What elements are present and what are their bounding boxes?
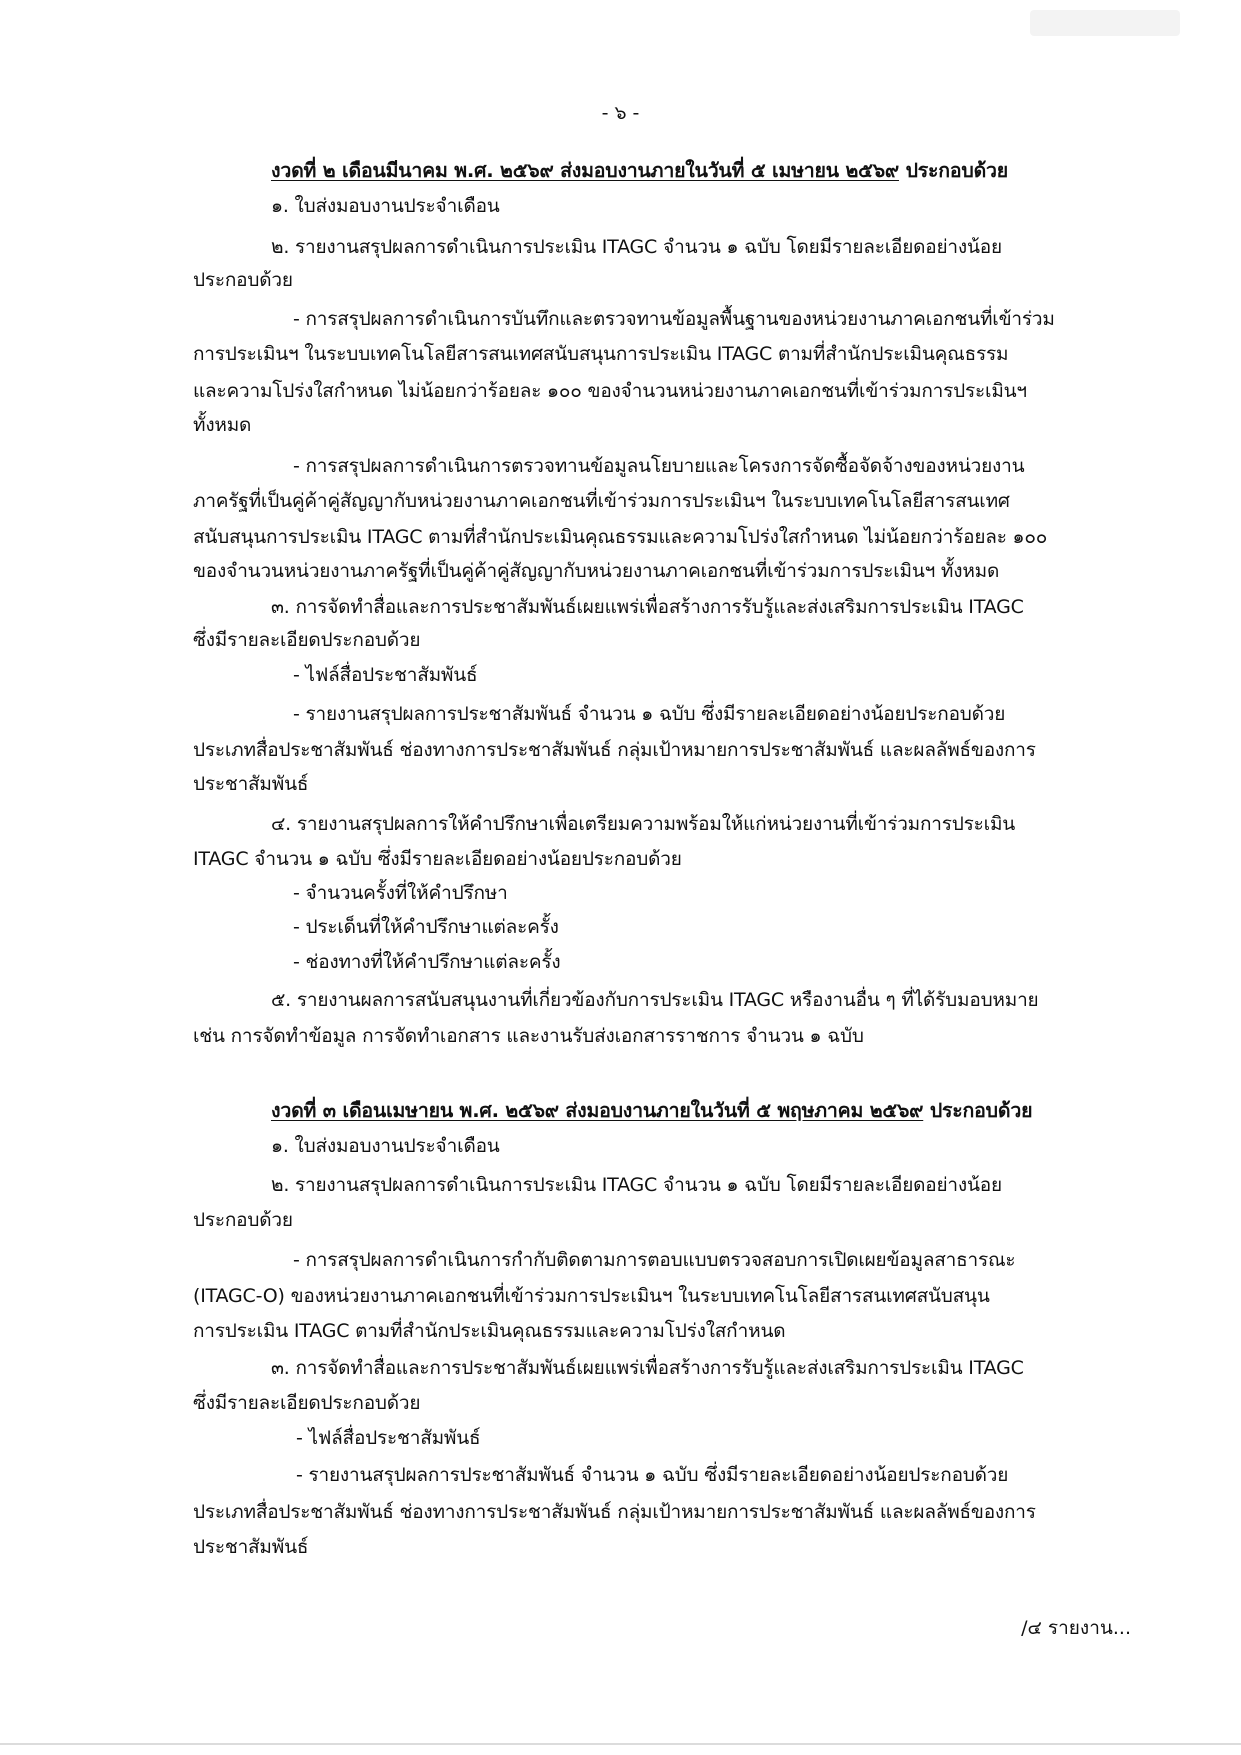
- text-line: ทั้งหมด: [193, 414, 252, 436]
- text-line: ของจำนวนหน่วยงานภาครัฐที่เป็นคู่ค้าคู่สัญญากับหน่วยงานภาคเอกชนที่เข้าร่วมการประเมินฯ ทั้งหมด: [193, 560, 1000, 582]
- text-line: ซึ่งมีรายละเอียดประกอบด้วย: [193, 629, 421, 651]
- text-line: - ไฟล์สื่อประชาสัมพันธ์: [293, 664, 478, 686]
- section-heading-tail: ประกอบด้วย: [905, 159, 1009, 182]
- text-line: ประกอบด้วย: [193, 1209, 293, 1231]
- text-line: - การสรุปผลการดำเนินการบันทึกและตรวจทานข้อมูลพื้นฐานของหน่วยงานภาคเอกชนที่เข้าร่วม: [293, 308, 1055, 330]
- text-line: - ช่องทางที่ให้คำปรึกษาแต่ละครั้ง: [293, 951, 561, 973]
- text-line: ๓. การจัดทำสื่อและการประชาสัมพันธ์เผยแพร่เพื่อสร้างการรับรู้และส่งเสริมการประเมิน ITAGC: [271, 596, 1024, 618]
- text-line: - รายงานสรุปผลการประชาสัมพันธ์ จำนวน ๑ ฉบับ ซึ่งมีรายละเอียดอย่างน้อยประกอบด้วย: [296, 1464, 1009, 1486]
- text-line: ๑. ใบส่งมอบงานประจำเดือน: [271, 1135, 500, 1157]
- text-line: และความโปร่งใสกำหนด ไม่น้อยกว่าร้อยละ ๑๐๐ ของจำนวนหน่วยงานภาคเอกชนที่เข้าร่วมการประเมินฯ: [193, 380, 1027, 402]
- text-line: สนับสนุนการประเมิน ITAGC ตามที่สำนักประเมินคุณธรรมและความโปร่งใสกำหนด ไม่น้อยกว่าร้อยละ ๑๐๐: [193, 526, 1048, 548]
- section-heading: [271, 1098, 1032, 1124]
- text-line: ๒. รายงานสรุปผลการดำเนินการประเมิน ITAGC จำนวน ๑ ฉบับ โดยมีรายละเอียดอย่างน้อย: [271, 1174, 1002, 1196]
- text-line: ซึ่งมีรายละเอียดประกอบด้วย: [193, 1392, 421, 1414]
- text-line: การประเมินฯ ในระบบเทคโนโลยีสารสนเทศสนับสนุนการประเมิน ITAGC ตามที่สำนักประเมินคุณธรรม: [193, 343, 1009, 365]
- text-line: การประเมิน ITAGC ตามที่สำนักประเมินคุณธรรมและความโปร่งใสกำหนด: [193, 1320, 786, 1342]
- text-line: ITAGC จำนวน ๑ ฉบับ ซึ่งมีรายละเอียดอย่างน้อยประกอบด้วย: [193, 848, 682, 870]
- text-line: ๓. การจัดทำสื่อและการประชาสัมพันธ์เผยแพร่เพื่อสร้างการรับรู้และส่งเสริมการประเมิน ITAGC: [271, 1357, 1024, 1379]
- section-heading-tail: ประกอบด้วย: [929, 1099, 1033, 1122]
- text-line: - จำนวนครั้งที่ให้คำปรึกษา: [293, 882, 508, 904]
- text-line: ๑. ใบส่งมอบงานประจำเดือน: [271, 195, 500, 217]
- text-line: ๒. รายงานสรุปผลการดำเนินการประเมิน ITAGC จำนวน ๑ ฉบับ โดยมีรายละเอียดอย่างน้อย: [271, 236, 1002, 258]
- text-line: ประเภทสื่อประชาสัมพันธ์ ช่องทางการประชาสัมพันธ์ กลุ่มเป้าหมายการประชาสัมพันธ์ และผลลัพธ์ของการ: [193, 739, 1036, 761]
- text-line: ประชาสัมพันธ์: [193, 1536, 309, 1558]
- page-number: - ๖ -: [601, 102, 640, 124]
- section-heading-underlined: งวดที่ ๒ เดือนมีนาคม พ.ศ. ๒๕๖๙ ส่งมอบงานภายในวันที่ ๕ เมษายน ๒๕๖๙: [271, 159, 899, 182]
- continuation-marker: /๔ รายงาน...: [1021, 1617, 1131, 1639]
- text-line: ประชาสัมพันธ์: [193, 773, 309, 795]
- text-line: (ITAGC-O) ของหน่วยงานภาคเอกชนที่เข้าร่วมการประเมินฯ ในระบบเทคโนโลยีสารสนเทศสนับสนุน: [193, 1285, 990, 1307]
- text-line: ๔. รายงานสรุปผลการให้คำปรึกษาเพื่อเตรียมความพร้อมให้แก่หน่วยงานที่เข้าร่วมการประเมิน: [271, 813, 1016, 835]
- text-line: เช่น การจัดทำข้อมูล การจัดทำเอกสาร และงานรับส่งเอกสารราชการ จำนวน ๑ ฉบับ: [193, 1025, 864, 1047]
- text-line: - รายงานสรุปผลการประชาสัมพันธ์ จำนวน ๑ ฉบับ ซึ่งมีรายละเอียดอย่างน้อยประกอบด้วย: [293, 703, 1006, 725]
- text-line: - ประเด็นที่ให้คำปรึกษาแต่ละครั้ง: [293, 916, 559, 938]
- text-line: ประกอบด้วย: [193, 269, 293, 291]
- section-heading-underlined: งวดที่ ๓ เดือนเมษายน พ.ศ. ๒๕๖๙ ส่งมอบงานภายในวันที่ ๕ พฤษภาคม ๒๕๖๙: [271, 1099, 924, 1122]
- scan-edge-line: [0, 1743, 1241, 1745]
- text-line: - การสรุปผลการดำเนินการตรวจทานข้อมูลนโยบายและโครงการจัดซื้อจัดจ้างของหน่วยงาน: [293, 455, 1025, 477]
- text-line: ภาครัฐที่เป็นคู่ค้าคู่สัญญากับหน่วยงานภาคเอกชนที่เข้าร่วมการประเมินฯ ในระบบเทคโนโลยีสารสนเทศ: [193, 490, 1010, 512]
- text-line: - ไฟล์สื่อประชาสัมพันธ์: [296, 1427, 481, 1449]
- section-heading: [271, 158, 1008, 184]
- text-line: - การสรุปผลการดำเนินการกำกับติดตามการตอบแบบตรวจสอบการเปิดเผยข้อมูลสาธารณะ: [293, 1249, 1016, 1271]
- text-line: ประเภทสื่อประชาสัมพันธ์ ช่องทางการประชาสัมพันธ์ กลุ่มเป้าหมายการประชาสัมพันธ์ และผลลัพธ์ของการ: [193, 1501, 1036, 1523]
- text-line: ๕. รายงานผลการสนับสนุนงานที่เกี่ยวข้องกับการประเมิน ITAGC หรืองานอื่น ๆ ที่ได้รับมอบหมาย: [271, 989, 1039, 1011]
- scan-smudge: [1030, 10, 1180, 36]
